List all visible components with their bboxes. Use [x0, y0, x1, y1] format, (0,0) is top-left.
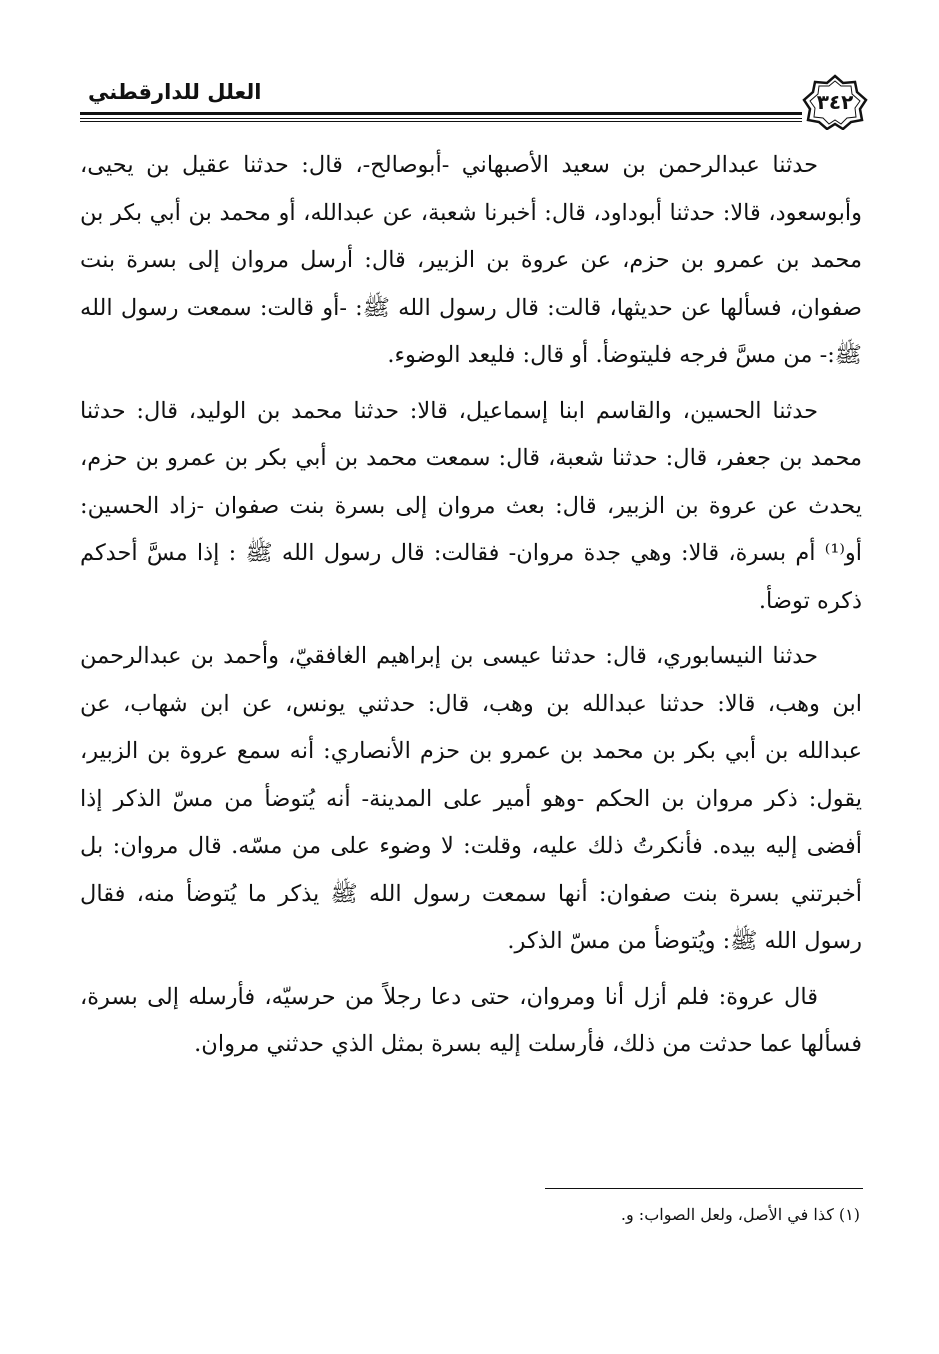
paragraph-1: حدثنا عبدالرحمن بن سعيد الأصبهاني -أبوصالح-، قال: حدثنا عقيل بن يحيى، وأبوسعود، قالا: حدثنا أبوداود، قال: أخبرنا شعبة، عن عبدالله، أو محمد بن أبي بكر بن محمد بن عمرو بن حزم، عن عروة بن الزبير، قال: أرسل مروان إلى بسرة بنت صفوان، فسألها عن حديثها، قالت: قال رسول الله ﷺ: -أو قالت: سمعت رسول الله ﷺ:- من مسَّ فرجه فليتوضأ. أو قال: فليعد الوضوء. [80, 152, 862, 368]
header-rule [80, 112, 802, 124]
page-number-badge [802, 74, 868, 130]
paragraph-4: قال عروة: فلم أزل أنا ومروان، حتى دعا رجلاً من حرسيّه، فأرسله إلى بسرة، فسألها عما حدثت من ذلك، فأرسلت إليه بسرة بمثل الذي حدثني مروان. [80, 983, 862, 1057]
footnote-divider [545, 1188, 863, 1189]
main-text [80, 142, 862, 1077]
book-title: العلل للدارقطني [88, 80, 262, 104]
page-header [80, 72, 870, 132]
page-number: ٣٤٢ [816, 90, 854, 114]
paragraph-3: حدثنا النيسابوري، قال: حدثنا عيسى بن إبراهيم الغافقيّ، وأحمد بن عبدالرحمن ابن وهب، قالا: حدثنا عبدالله بن وهب، قال: حدثني يونس، عن ابن شهاب، عن عبدالله بن أبي بكر بن محمد بن عمرو بن حزم الأنصاري: أنه سمع عروة بن الزبير، يقول: ذكر مروان بن الحكم -وهو أمير على المدينة- أنه يُتوضأ من مسّ الذكر إذا أفضى إليه بيده. فأنكرتُ ذلك عليه، وقلت: لا وضوء على من مسّه. قال مروان: بل أخبرتني بسرة بنت صفوان: أنها سمعت رسول الله ﷺ يذكر ما يُتوضأ منه، فقال رسول الله ﷺ: ويُتوضأ من مسّ الذكر. [80, 643, 862, 954]
footnote: (١) كذا في الأصل، ولعل الصواب: و. [620, 1205, 860, 1224]
paragraph-2: حدثنا الحسين، والقاسم ابنا إسماعيل، قالا: حدثنا محمد بن الوليد، قال: حدثنا محمد بن جعفر، قال: حدثنا شعبة، قال: سمعت محمد بن أبي بكر بن عمرو بن حزم، يحدث عن عروة بن الزبير، قال: بعث مروان إلى بسرة بنت صفوان -زاد الحسين: أو⁽¹⁾ أم بسرة، قالا: وهي جدة مروان- فقالت: قال رسول الله ﷺ : إذا مسَّ أحدكم ذكره توضأ. [80, 397, 862, 614]
